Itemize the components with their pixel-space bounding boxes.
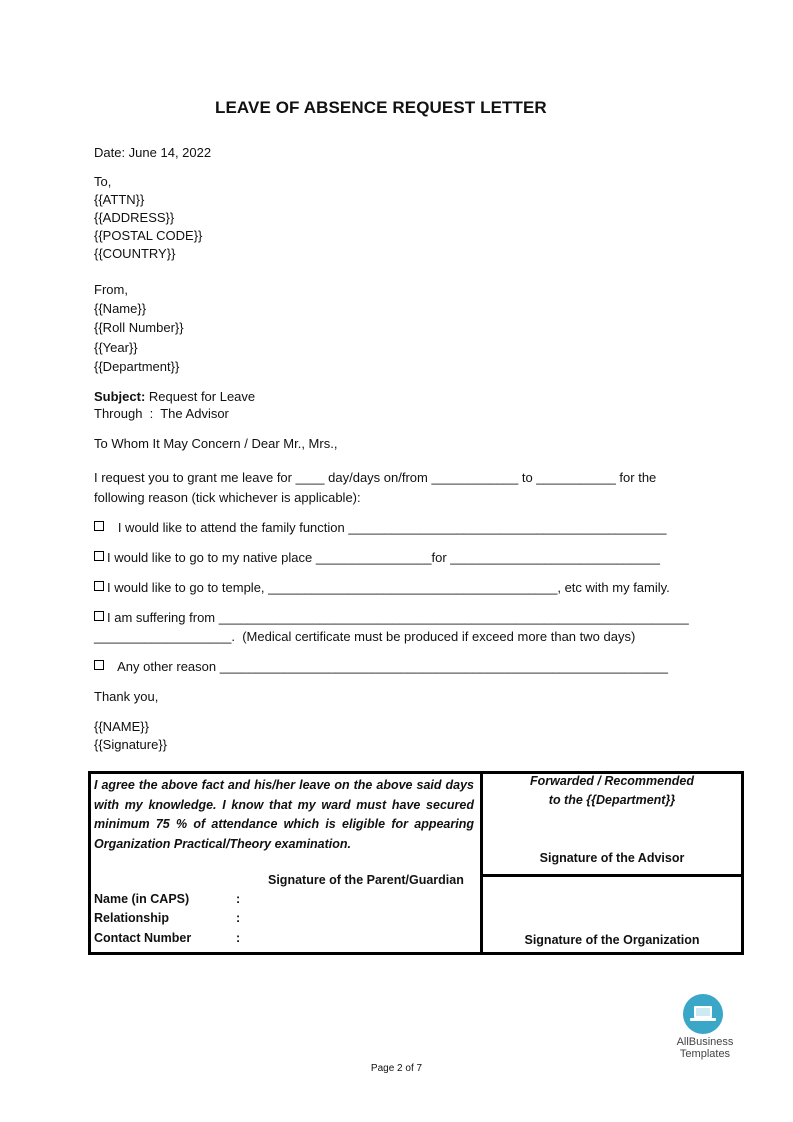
to-postal-code: {{POSTAL CODE}}	[94, 228, 203, 243]
logo-text-line2: Templates	[679, 1048, 731, 1060]
checkbox-icon[interactable]	[94, 660, 104, 670]
table-divider-horizontal	[483, 874, 741, 877]
parent-signature-label: Signature of the Parent/Guardian	[268, 873, 464, 887]
field-contact-colon: :	[236, 931, 241, 945]
checkbox-icon[interactable]	[94, 581, 104, 591]
checkbox-icon[interactable]	[94, 551, 104, 561]
subject-label: Subject:	[94, 389, 146, 404]
approval-table	[88, 771, 744, 955]
field-contact-label: Contact Number	[94, 931, 192, 945]
reason-label: I would like to attend the family function ____________________________________________	[107, 520, 667, 535]
greeting: To Whom It May Concern / Dear Mr., Mrs.,	[94, 436, 338, 451]
reason-native-place	[94, 548, 660, 567]
field-relationship-colon: :	[236, 911, 241, 925]
from-roll-number: {{Roll Number}}	[94, 320, 184, 335]
forwarded-line-1: Forwarded / Recommended	[530, 774, 694, 788]
reason-label: I would like to go to my native place ________________for _____________________________	[107, 550, 660, 565]
from-year: {{Year}}	[94, 340, 138, 355]
allbusiness-templates-logo	[672, 994, 742, 1064]
signer-signature: {{Signature}}	[94, 737, 168, 752]
request-line-1: I request you to grant me leave for ____ day/days on/from ____________ to ___________ for the	[94, 470, 657, 485]
reason-suffering-continued: ___________________. (Medical certificate must be produced if exceed more than two days)	[94, 629, 636, 644]
to-attn: {{ATTN}}	[94, 192, 145, 207]
field-name-label: Name (in CAPS)	[94, 892, 190, 906]
through-line: Through : The Advisor	[94, 406, 229, 421]
date-line: Date: June 14, 2022	[94, 145, 212, 160]
field-name-colon: :	[236, 892, 241, 906]
from-label: From,	[94, 282, 128, 297]
advisor-signature-label: Signature of the Advisor	[539, 851, 685, 865]
reason-label: I am suffering from _________________________________________________________________	[107, 610, 689, 625]
signer-name: {{NAME}}	[94, 719, 149, 734]
reason-label: Any other reason ______________________________________________________________	[107, 659, 668, 674]
reason-family-function	[94, 518, 666, 537]
to-country: {{COUNTRY}}	[94, 246, 176, 261]
checkbox-icon[interactable]	[94, 521, 104, 531]
laptop-icon	[672, 994, 742, 1064]
subject-value: Request for Leave	[145, 389, 256, 404]
to-address: {{ADDRESS}}	[94, 210, 175, 225]
reason-label: I would like to go to temple, ________________________________________, etc with my family.	[107, 580, 670, 595]
reason-other	[94, 657, 668, 676]
reason-temple	[94, 578, 670, 597]
page-title: LEAVE OF ABSENCE REQUEST LETTER	[215, 98, 547, 117]
field-relationship-label: Relationship	[94, 911, 170, 925]
checkbox-icon[interactable]	[94, 611, 104, 621]
reason-suffering	[94, 608, 689, 627]
forwarded-line-2: to the {{Department}}	[548, 793, 676, 807]
to-label: To,	[94, 174, 112, 189]
from-department: {{Department}}	[94, 359, 180, 374]
from-name: {{Name}}	[94, 301, 147, 316]
organization-signature-label: Signature of the Organization	[524, 933, 700, 947]
request-line-2: following reason (tick whichever is applicable):	[94, 490, 361, 505]
parent-agreement-text: I agree the above fact and his/her leave on the above said days with my knowledge. I know that my ward must have secured minimum 75 % of attendance which is eligible for appearing Organization Practical/Theory examination.	[94, 778, 474, 851]
closing: Thank you,	[94, 689, 159, 704]
page-footer: Page 2 of 7	[370, 1063, 423, 1074]
logo-text-line1: AllBusiness	[676, 1036, 734, 1048]
